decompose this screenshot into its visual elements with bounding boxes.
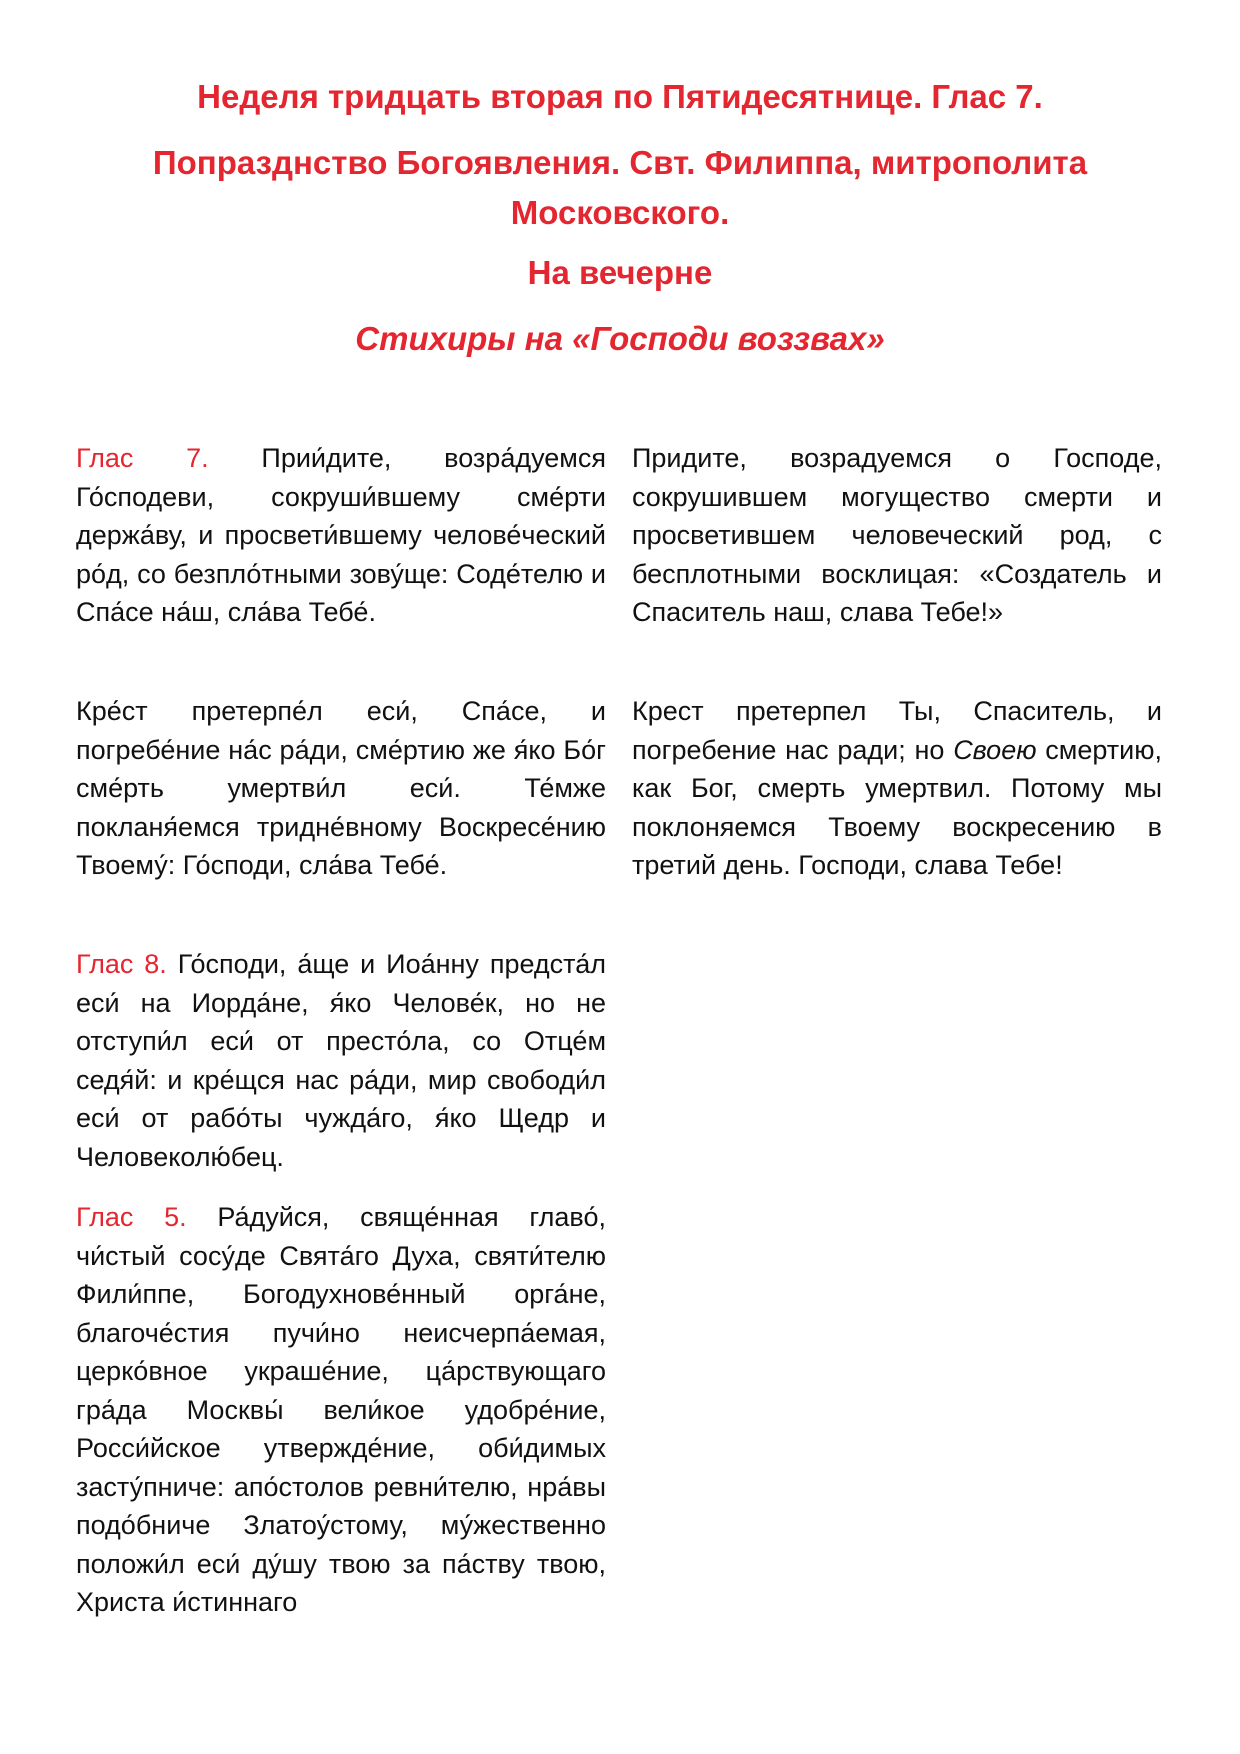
tone-label: Глас 8. [76,949,167,979]
sticheron-4-slavonic [76,1198,606,1622]
vespers-heading: На вечерне [527,254,713,291]
tone-label: Глас 7. [76,443,209,473]
week-heading: Неделя тридцать вторая по Пятидесятнице. Глас 7. [197,78,1043,115]
sticheron-translation-italic: Своею [953,734,1037,765]
feast-heading: Попразднство Богоявления. Свт. Филиппа, митрополита Московского. [152,144,1088,231]
sticheron-text: Го́споди, а́ще и Иоа́нну предста́л еси́ на Иорда́не, я́ко Челове́к, но не отступи́л еси́ от престо́ла, со Отце́м седя́й: и кре́щся нас ра́ди, мир свободи́л еси́ от рабо́ты чужда́го, я́ко Щедр и Человеколю́бец. [76,949,606,1172]
sticheron-translation-part: смертию, как Бог, смерть умертвил. Потому мы поклоняемся Твоему воскресению в третий день. Господи, слава Тебе! [632,734,1162,880]
sticheron-translation-part: Крест претерпел Ты, Спаситель, и погребение нас ради; но [632,696,1162,765]
sticheron-text: Прии́дите, возра́дуемся Го́сподеви, сокруши́вшему сме́рти держа́ву, и просвети́вшему челове́ческий ро́д, со безпло́тными зову́ще: Соде́телю и Спа́се на́ш, сла́ва Тебе́. [76,443,606,627]
sticheron-translation: Придите, возрадуемся о Господе, сокрушившем могущество смерти и просветившем человеческий род, с бесплотными восклицая: «Создатель и Спаситель наш, слава Тебе!» [632,443,1162,627]
tone-label: Глас 5. [76,1202,187,1232]
sticheron-3-slavonic [76,945,606,1176]
sticheron-text: Кре́ст претерпе́л еси́, Спа́се, и погребе́ние на́с ра́ди, сме́ртию же я́ко Бо́г сме́рть умертви́л еси́. Те́мже покланя́емся тридне́вному Воскресе́нию Твоему́: Го́споди, сла́ва Тебе́. [76,696,606,880]
sticheron-2-russian [632,692,1162,885]
sticheron-text: Ра́дуйся, свяще́нная главо́, чи́стый сосу́де Свята́го Духа, святи́телю Фили́ппе, Богодухнове́нный орга́не, благоче́стия пучи́но неисчерпа́емая, церко́вное украше́ние, ца́рствующаго гра́да Москвы́ вели́кое удобре́ние, Росси́йское утвержде́ние, оби́димых засту́пниче: апо́столов ревни́телю, нра́вы подо́бниче Златоу́стому, му́жественно положи́л еси́ ду́шу твою за па́ству твою, Христа и́стиннаго [76,1202,606,1617]
sticheron-1-slavonic [76,439,606,632]
stichera-heading: Стихиры на «Господи воззвах» [355,320,885,357]
sticheron-1-russian [632,439,1162,632]
sticheron-2-slavonic [76,692,606,885]
